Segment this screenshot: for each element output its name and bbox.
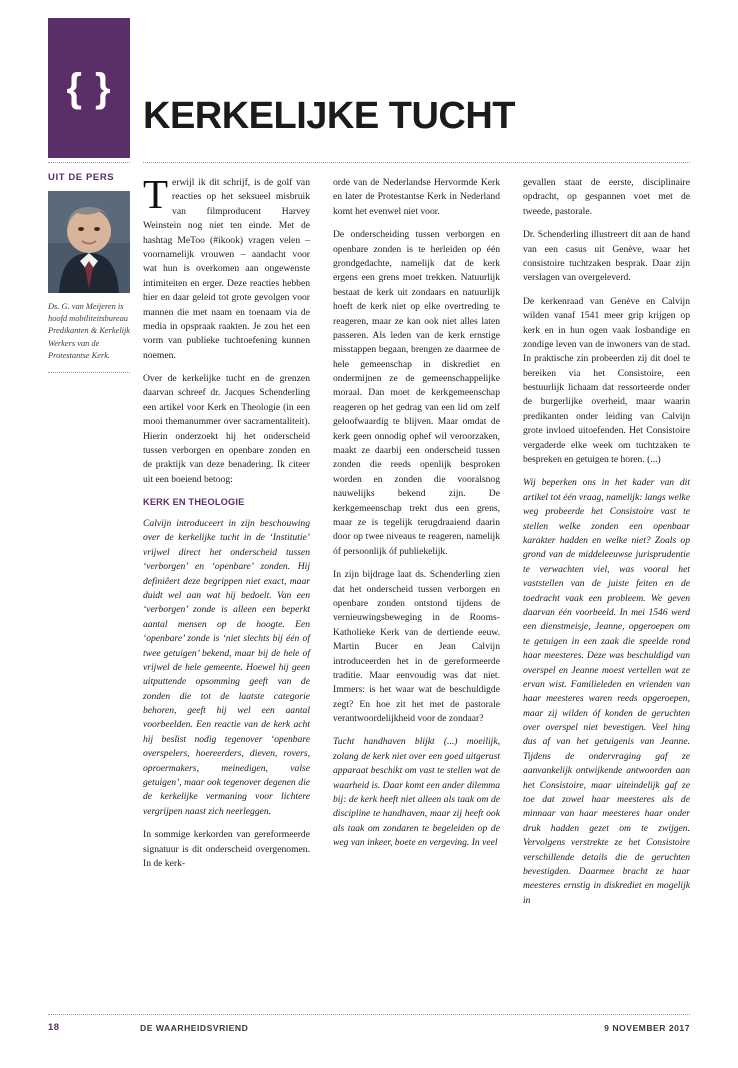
paragraph-quote: Calvijn introduceert in zijn beschouwing over de kerkelijke tucht in de ‘Institutie’ vrijwel direct het onderscheid tussen ‘verborgen’ en ‘openbare’ zonden. Hij definiêert deze begrippen niet exact, maar duidt wel aan wat hij bedoelt. Van een ‘verborgen’ zonde is alleen een beperkt aantal mensen op de hoogte. Een ‘openbare’ zonde is ‘niet slechts bij één of twee getuigen’ bekend, maar bij de hele of vrijwel de hele gemeente. Hoewel hij geen uitputtende opsomming geeft van de zonden die tot de laatste categorie behoren, geeft hij wel een aantal voorbeelden. Een reactie van de kerk acht hij beslist nodig tegenover ‘openbare overspelers, hoereerders, dieven, rovers, oproermakers, meinedigen, valse getuigen’, maar ook tegenover degenen die de kerkelijke vermaning voor lichtere vergrijpen naast zich neerleggen. — [143, 518, 310, 817]
publication-name: DE WAARHEIDSVRIEND — [140, 1023, 249, 1033]
braces-logo-icon: { } — [66, 66, 112, 110]
sidebar — [48, 172, 130, 373]
author-portrait — [48, 191, 130, 293]
paragraph: In sommige kerkorden van gereformeerde signatuur is dit onderscheid overgenomen. In de kerk- — [143, 829, 310, 869]
issue-date: 9 NOVEMBER 2017 — [604, 1023, 690, 1033]
paragraph: gevallen staat de eerste, disciplinaire opdracht, op gespannen voet met de tweede, pastorale. — [523, 177, 690, 217]
paragraph: De kerkenraad van Genève en Calvijn wilden vanaf 1541 meer grip krijgen op kerk en in hun ogen vaak losbandige en zondige leven van de inwoners van de stad. In praktische zin probeerden zij dit doel te bereiken via het Consistoire, een bestuurlijk lichaam dat ressorteerde onder de burgerlijke overheid, maar waarin predikanten onder leiding van Calvijn grote invloed uitoefenden. Het Consistoire vergaderde elke week om tuchtzaken te bespreken en getuigen te horen. (...) — [523, 295, 690, 466]
page-title: KERKELIJKE TUCHT — [143, 95, 516, 137]
paragraph: De onderscheiding tussen verborgen en openbare zonden is te herleiden op één grondgedachte, namelijk dat de kerk ergens een grens moet trekken. Natuurlijk bestaat de kerk uit zondaars en natuurlijk hoeft de kerk niet op elke overtreding te reageren, maar ze kan ook niet alles laten passeren. Als leden van de kerk ernstige misstappen begaan, brengen ze daarmee de hele gemeenschap in diskrediet en ondermijnen ze de gemeenschappelijke moraal. Dan moet de kerkgemeenschap reageren op het gedrag van een lid om zelf geloofwaardig te blijven. Maar omdat de kerk geen onnodig ophef wil veroorzaken, maakt ze daarbij een onderscheid tussen zonden die reeds openlijk besproken worden en zonden die vooralsnog nauwelijks bekend zijn. De kerkgemeenschap trekt dus een grens, maar ze is tegelijk terugdraaiend daarin door op twee niveaus te reageren, namelijk óf persoonlijk óf publiekelijk. — [333, 229, 500, 557]
paragraph: orde van de Nederlandse Hervormde Kerk en later de Protestantse Kerk in Nederland komt het evenwel niet voor. — [333, 177, 500, 217]
paragraph: In zijn bijdrage laat ds. Schenderling zien dat het onderscheid tussen verborgen en openbare zonden ontstond tijdens de vernieuwingsbeweging in de Rooms-Katholieke Kerk van de dertiende eeuw. Martin Bucer en Jean Calvijn introduceerden het in de gereformeerde traditie. Maar eenvoudig was dat niet. Immers: is het waar wat de beschuldigde zegt? En hoe zit het met de pastorale verantwoordelijkheid voor de zondaar? — [333, 569, 500, 725]
column-two — [333, 176, 500, 860]
paragraph: Over de kerkelijke tucht en de grenzen daarvan schreef dr. Jacques Schenderling een artikel voor Kerk en Theologie (in een mooi themanummer over sacramentaliteit). Hierin onderzoekt hij het onderscheid tussen verborgen en openbare zonden en de praktijk van deze benadering. Ik citeer uit een boeiend betoog: — [143, 373, 310, 485]
subheading-kerk-en-theologie: KERK EN THEOLOGIE — [143, 497, 245, 508]
sidebar-divider-top — [48, 162, 130, 163]
paragraph: Terwijl ik dit schrijf, is de golf van reacties op het seksueel misbruik van filmproducent Harvey Weinstein nog niet ten einde. Met de hashtag MeToo (#ikook) vragen velen – voornamelijk vrouwen – aandacht voor wat hun is overkomen aan ongewenste intimiteiten en erger. Deze reacties hebben hier en daar geleid tot grote gevolgen voor mannen die met naam en toenaam via de media in opspraak raakten. Je zou het een vorm van publieke tuchtoefening kunnen noemen. — [143, 171, 310, 361]
paragraph-quote: Wij beperken ons in het kader van dit artikel tot één vraag, namelijk: langs welke weg probeerde het Consistoire vast te stellen welke zonden een openbaar karakter hadden en welke niet? Zoals op grond van de middeleeuwse jurisprudentie te verwachten viel, was vooral het vaststellen van de juiste feiten en de toedracht vaak een probleem. We geven daarvan één voorbeeld. In mei 1546 werd een dienstmeisje, Jeanne, opgeroepen om te getuigen in een zaak die speelde rond haar meesteres. Deze was beschuldigd van overspel en Jeanne moest vertellen wat ze ervan wist. Familieleden en vrienden van haar meesteres waren reeds opgeroepen, maar zij wilden óf konden de geruchten over overspel niet bevestigen. Veel hing dus af van het getuigenis van Jeanne. Tijdens de ondervraging gaf ze aanvankelijk ontwijkende antwoorden aan het Consistoire, maar uiteindelijk gaf ze toe dat zowel haar meesteres als de minnaar van haar meesteres haar onder druk hadden gezet om te zwijgen. Vervolgens verstrekte ze het Consistoire verschillende details die de geruchten bevestigden. Daarmee bracht ze haar meesteres ernstig in diskrediet en mogelijk in — [523, 477, 690, 906]
article-body — [143, 171, 690, 986]
logo-block — [48, 18, 130, 158]
paragraph-quote: Tucht handhaven blijkt (...) moeilijk, zolang de kerk niet over een goed uitgerust apparaat beschikt om vast te stellen wat de waarheid is. Daar komt een ander dilemma bij: de kerk heeft niet alleen als taak om de discipline te handhaven, maar zij heeft ook als taak om zondaren te begeleiden op de weg van inkeer, boete en vergeving. In veel — [333, 736, 500, 849]
column-one — [143, 171, 310, 880]
footer-divider — [48, 1014, 690, 1015]
page-number: 18 — [48, 1022, 60, 1033]
section-kicker: UIT DE PERS — [48, 172, 115, 183]
paragraph: Dr. Schenderling illustreert dit aan de hand van een casus uit Genève, waar het consistoire tuchtzaken besprak. Daar zijn verslagen van overgeleverd. — [523, 229, 690, 284]
sidebar-divider-bottom — [48, 372, 130, 373]
title-divider — [143, 162, 690, 163]
column-three — [523, 176, 690, 917]
author-caption: Ds. G. van Meijeren is hoofd mobiliteitsbureau Predikanten & Kerkelijk Werkers van de Protestantse Kerk. — [48, 302, 131, 360]
